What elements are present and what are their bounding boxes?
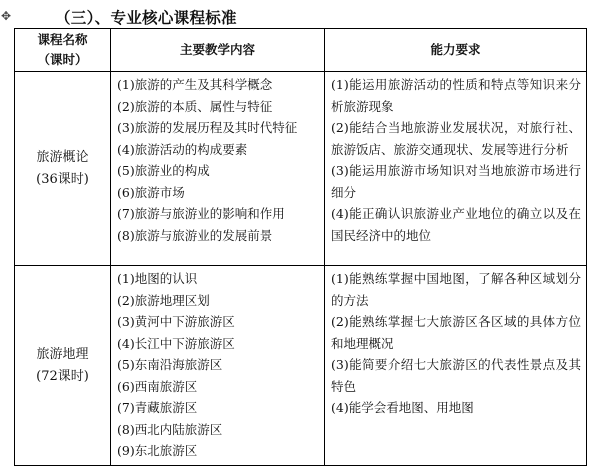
- content-item: (8)西北内陆旅游区: [117, 421, 223, 437]
- table-move-handle-icon[interactable]: ✥: [0, 9, 12, 23]
- requirement-item: (2)能结合当地旅游业发展状况，对旅行社、旅游饭店、旅游交通现状、发展等进行分析: [331, 120, 581, 157]
- course-name: 旅游概论: [36, 149, 89, 165]
- content-item: (5)旅游业的构成: [117, 163, 210, 178]
- header-course-hours-label: （课时）: [37, 52, 88, 67]
- table-header-row: [15, 29, 587, 72]
- course-name-cell: [15, 72, 111, 266]
- content-cell: [111, 72, 325, 266]
- content-item: (5)东南沿海旅游区: [117, 357, 223, 372]
- content-item: (4)旅游活动的构成要素: [117, 141, 248, 157]
- requirement-item: (4)能学会看地图、用地图: [331, 400, 474, 415]
- requirement-item: (1)能熟练掌握中国地图，了解各种区域划分的方法: [331, 271, 581, 308]
- content-item: (6)旅游市场: [117, 184, 185, 200]
- header-course-name: [15, 29, 111, 72]
- content-item: (6)西南旅游区: [117, 378, 198, 394]
- table-row: [15, 266, 587, 466]
- content-item: (2)旅游地理区划: [117, 292, 210, 308]
- course-name-cell: [15, 266, 111, 466]
- content-item: (2)旅游的本质、属性与特征: [117, 98, 273, 114]
- content-item: (9)东北旅游区: [117, 443, 198, 458]
- requirements-cell: [325, 266, 587, 466]
- content-item: (3)黄河中下游旅游区: [117, 314, 235, 329]
- content-item: (3)旅游的发展历程及其时代特征: [117, 120, 298, 135]
- header-content: 主要教学内容: [111, 29, 325, 72]
- section-title: （三）、专业核心课程标准: [55, 9, 237, 27]
- table-row: [15, 72, 587, 266]
- requirement-item: (3)能运用旅游市场知识对当地旅游市场进行细分: [331, 163, 581, 200]
- content-cell: [111, 266, 325, 466]
- content-item: (7)旅游与旅游业的影响和作用: [117, 206, 285, 221]
- requirement-item: (2)能熟练掌握七大旅游区各区域的具体方位和地理概况: [331, 314, 581, 351]
- content-item: (1)地图的认识: [117, 271, 198, 286]
- course-name: 旅游地理: [36, 346, 89, 362]
- content-item: (1)旅游的产生及其科学概念: [117, 77, 273, 92]
- requirement-item: (3)能简要介绍七大旅游区的代表性景点及其特色: [331, 357, 581, 394]
- requirement-item: (4)能正确认识旅游业产业地位的确立以及在国民经济中的地位: [331, 206, 581, 243]
- requirements-cell: [325, 72, 587, 266]
- content-item: (7)青藏旅游区: [117, 400, 198, 415]
- course-standards-table: [14, 28, 587, 466]
- header-course-name-label: 课程名称: [37, 32, 88, 47]
- requirement-item: (1)能运用旅游活动的性质和特点等知识来分析旅游现象: [331, 77, 581, 114]
- content-item: (4)长江中下游旅游区: [117, 335, 235, 351]
- course-hours: (72课时): [36, 368, 89, 384]
- header-requirements: 能力要求: [325, 29, 587, 72]
- course-hours: (36课时): [36, 171, 89, 187]
- content-item: (8)旅游与旅游业的发展前景: [117, 227, 273, 243]
